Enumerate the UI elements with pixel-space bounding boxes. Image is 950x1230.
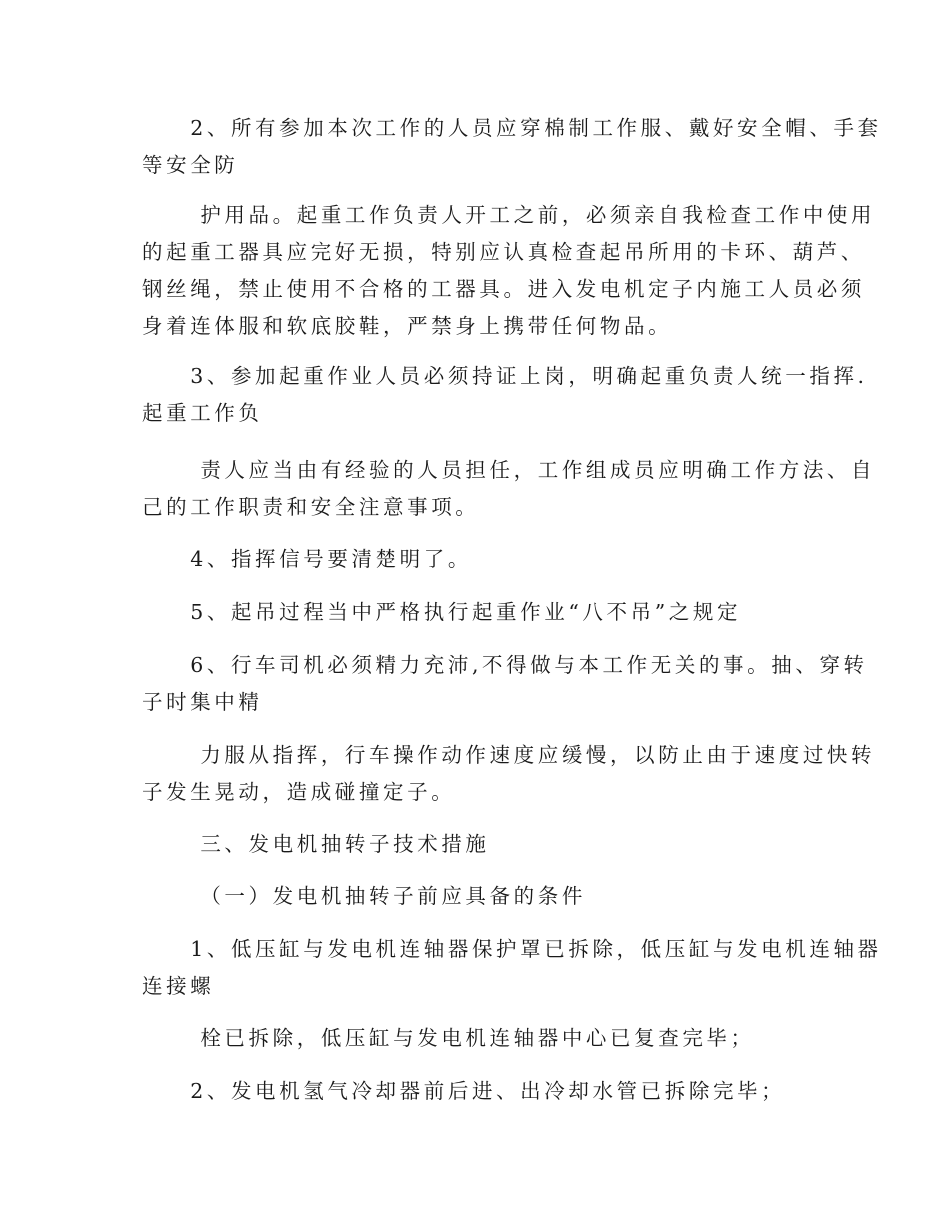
text-line: （一）发电机抽转子前应具备的条件 <box>142 884 586 908</box>
paragraph-eight-no-lift <box>142 594 807 631</box>
text-line: 3、参加起重作业人员必须持证上岗，明确起重负责人统一指挥. <box>142 364 868 388</box>
text-line: 等安全防 <box>142 153 239 177</box>
paragraph-safety-clothing <box>142 110 882 184</box>
text-line: 5、起吊过程当中严格执行起重作业“八不吊”之规定 <box>142 600 742 624</box>
paragraph-hydrogen-cooler <box>142 1073 807 1110</box>
paragraph-slow-operation <box>142 737 876 811</box>
paragraph-responsible-person <box>142 452 876 526</box>
paragraph-command-signal <box>142 541 807 578</box>
text-line: 4、指挥信号要清楚明了。 <box>142 547 472 571</box>
text-line: 1、低压缸与发电机连轴器保护罩已拆除，低压缸与发电机连轴器 <box>142 937 882 961</box>
text-line: 6、行车司机必须精力充沛,不得做与本工作无关的事。抽、穿转 <box>142 653 868 677</box>
subsection-heading <box>142 878 807 915</box>
text-line: 三、发电机抽转子技术措施 <box>142 832 490 856</box>
text-line: 己的工作职责和安全注意事项。 <box>142 495 480 519</box>
text-line: 子时集中精 <box>142 690 263 714</box>
paragraph-coupling-guard <box>142 931 882 1005</box>
text-line: 2、所有参加本次工作的人员应穿棉制工作服、戴好安全帽、手套 <box>142 116 882 140</box>
text-line: 2、发电机氢气冷却器前后进、出冷却水管已拆除完毕； <box>142 1079 786 1103</box>
section-heading <box>142 826 807 863</box>
text-line: 身着连体服和软底胶鞋，严禁身上携带任何物品。 <box>142 314 673 338</box>
text-line: 钢丝绳，禁止使用不合格的工器具。进入发电机定子内施工人员必须 <box>142 277 865 301</box>
paragraph-crane-driver <box>142 647 868 721</box>
text-line: 护用品。起重工作负责人开工之前，必须亲自我检查工作中使用 <box>142 203 876 227</box>
text-line: 连接螺 <box>142 974 215 998</box>
text-line: 栓已拆除，低压缸与发电机连轴器中心已复查完毕； <box>142 1026 755 1050</box>
paragraph-protective-equipment <box>142 197 876 345</box>
text-line: 责人应当由有经验的人员担任，工作组成员应明确工作方法、自 <box>142 458 876 482</box>
text-line: 的起重工器具应完好无损，特别应认真检查起吊所用的卡环、葫芦、 <box>142 240 865 264</box>
text-line: 起重工作负 <box>142 401 263 425</box>
text-line: 子发生晃动，造成碰撞定子。 <box>142 780 456 804</box>
text-line: 力服从指挥，行车操作动作速度应缓慢，以防止由于速度过快转 <box>142 743 876 767</box>
paragraph-coupling-bolts <box>142 1020 807 1057</box>
paragraph-certified-operators <box>142 358 868 432</box>
